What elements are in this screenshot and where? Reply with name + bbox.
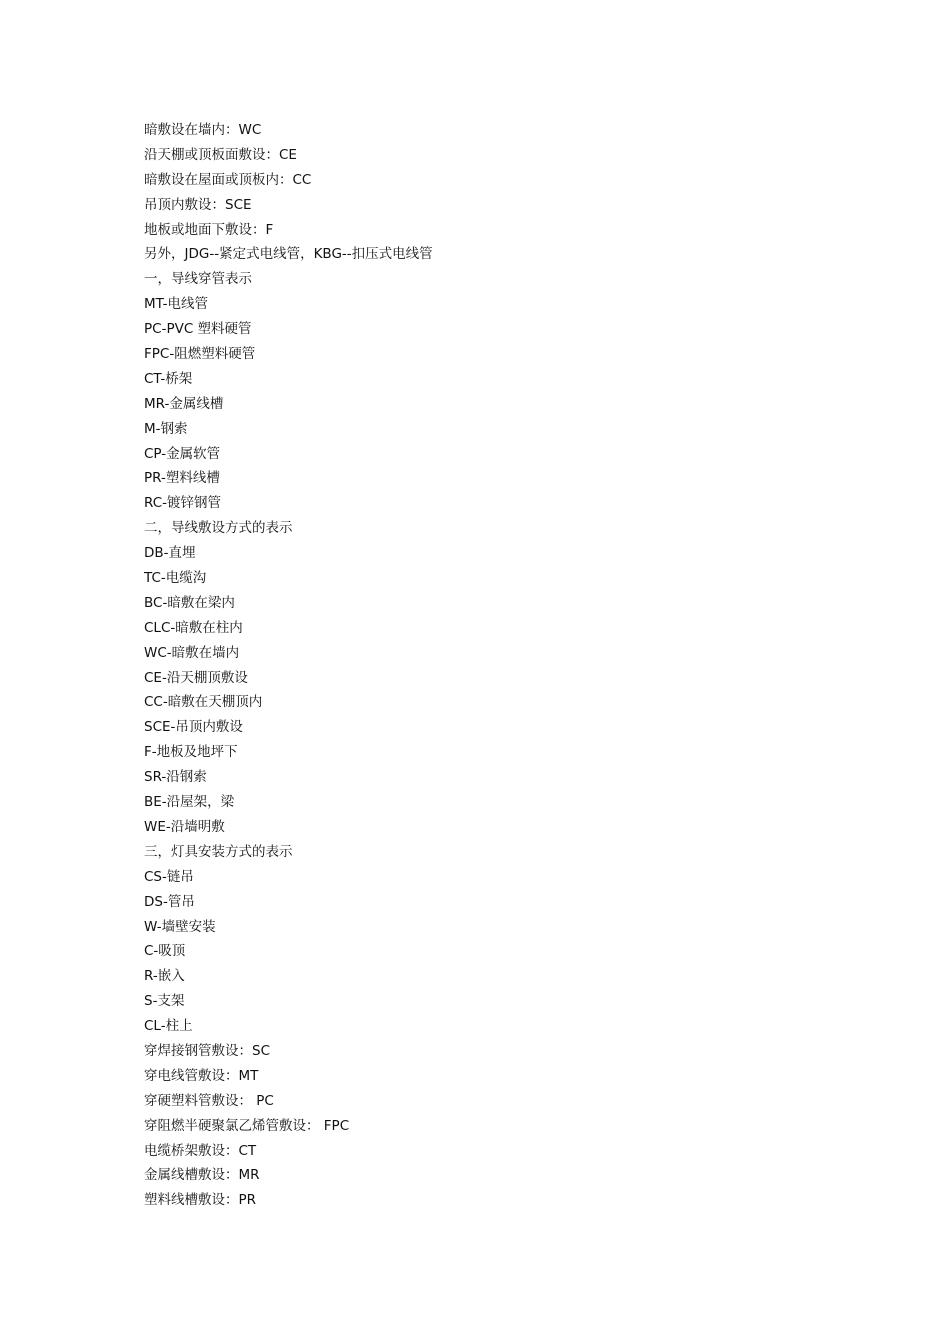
text-line: CS-链吊: [144, 868, 194, 885]
text-line: M-钢索: [144, 420, 188, 437]
text-line: CL-柱上: [144, 1018, 193, 1035]
text-line: 暗敷设在墙内：WC: [144, 122, 262, 138]
text-line: PR-塑料线槽: [144, 470, 220, 487]
text-line: BE-沿屋架，梁: [144, 794, 235, 811]
text-line: CP-金属软管: [144, 445, 221, 462]
text-line: WE-沿墙明敷: [144, 818, 225, 835]
text-line: 电缆桥架敷设：CT: [144, 1142, 257, 1159]
text-line: SCE-吊顶内敷设: [144, 719, 243, 736]
text-line: R-嵌入: [144, 968, 185, 985]
text-line: W-墙壁安装: [144, 918, 216, 935]
text-line: RC-镀锌钢管: [144, 495, 222, 512]
text-line: S-支架: [144, 993, 185, 1010]
text-line: 地板或地面下敷设：F: [144, 221, 274, 238]
text-line: BC-暗敷在梁内: [144, 594, 235, 611]
text-line: C-吸顶: [144, 943, 186, 960]
text-line: CC-暗敷在天棚顶内: [144, 694, 263, 711]
text-line: 金属线槽敷设：MR: [144, 1167, 260, 1184]
text-line: FPC-阻燃塑料硬管: [144, 346, 256, 363]
text-line: WC-暗敷在墙内: [144, 644, 240, 661]
text-line: SR-沿钢索: [144, 769, 207, 786]
text-line: 暗敷设在屋面或顶板内：CC: [144, 171, 312, 188]
text-line: 吊顶内敷设：SCE: [144, 196, 252, 213]
text-line: PC-PVC 塑料硬管: [144, 321, 252, 338]
section-heading: 二，导线敷设方式的表示: [144, 520, 293, 537]
text-line: F-地板及地坪下: [144, 744, 238, 761]
text-line: 穿阻燃半硬聚氯乙烯管敷设： FPC: [144, 1117, 350, 1134]
section-heading: 三，灯具安装方式的表示: [144, 843, 293, 860]
text-line: 另外，JDG--紧定式电线管，KBG--扣压式电线管: [144, 246, 433, 263]
text-line: CE-沿天棚顶敷设: [144, 669, 248, 686]
text-line: DB-直埋: [144, 545, 196, 562]
text-line: TC-电缆沟: [144, 570, 207, 587]
text-line: DS-管吊: [144, 893, 195, 910]
text-line: 穿电线管敷设：MT: [144, 1067, 259, 1084]
text-lines: [144, 118, 433, 1213]
text-line: 穿硬塑料管敷设： PC: [144, 1092, 274, 1109]
text-line: 沿天棚或顶板面敷设：CE: [144, 146, 297, 163]
text-line: 塑料线槽敷设：PR: [144, 1192, 257, 1209]
text-line: MR-金属线槽: [144, 395, 224, 412]
text-line: MT-电线管: [144, 296, 209, 313]
text-line: CT-桥架: [144, 370, 193, 387]
section-heading: 一，导线穿管表示: [144, 271, 252, 288]
text-line: CLC-暗敷在柱内: [144, 619, 243, 636]
text-line: 穿焊接钢管敷设：SC: [144, 1042, 270, 1059]
